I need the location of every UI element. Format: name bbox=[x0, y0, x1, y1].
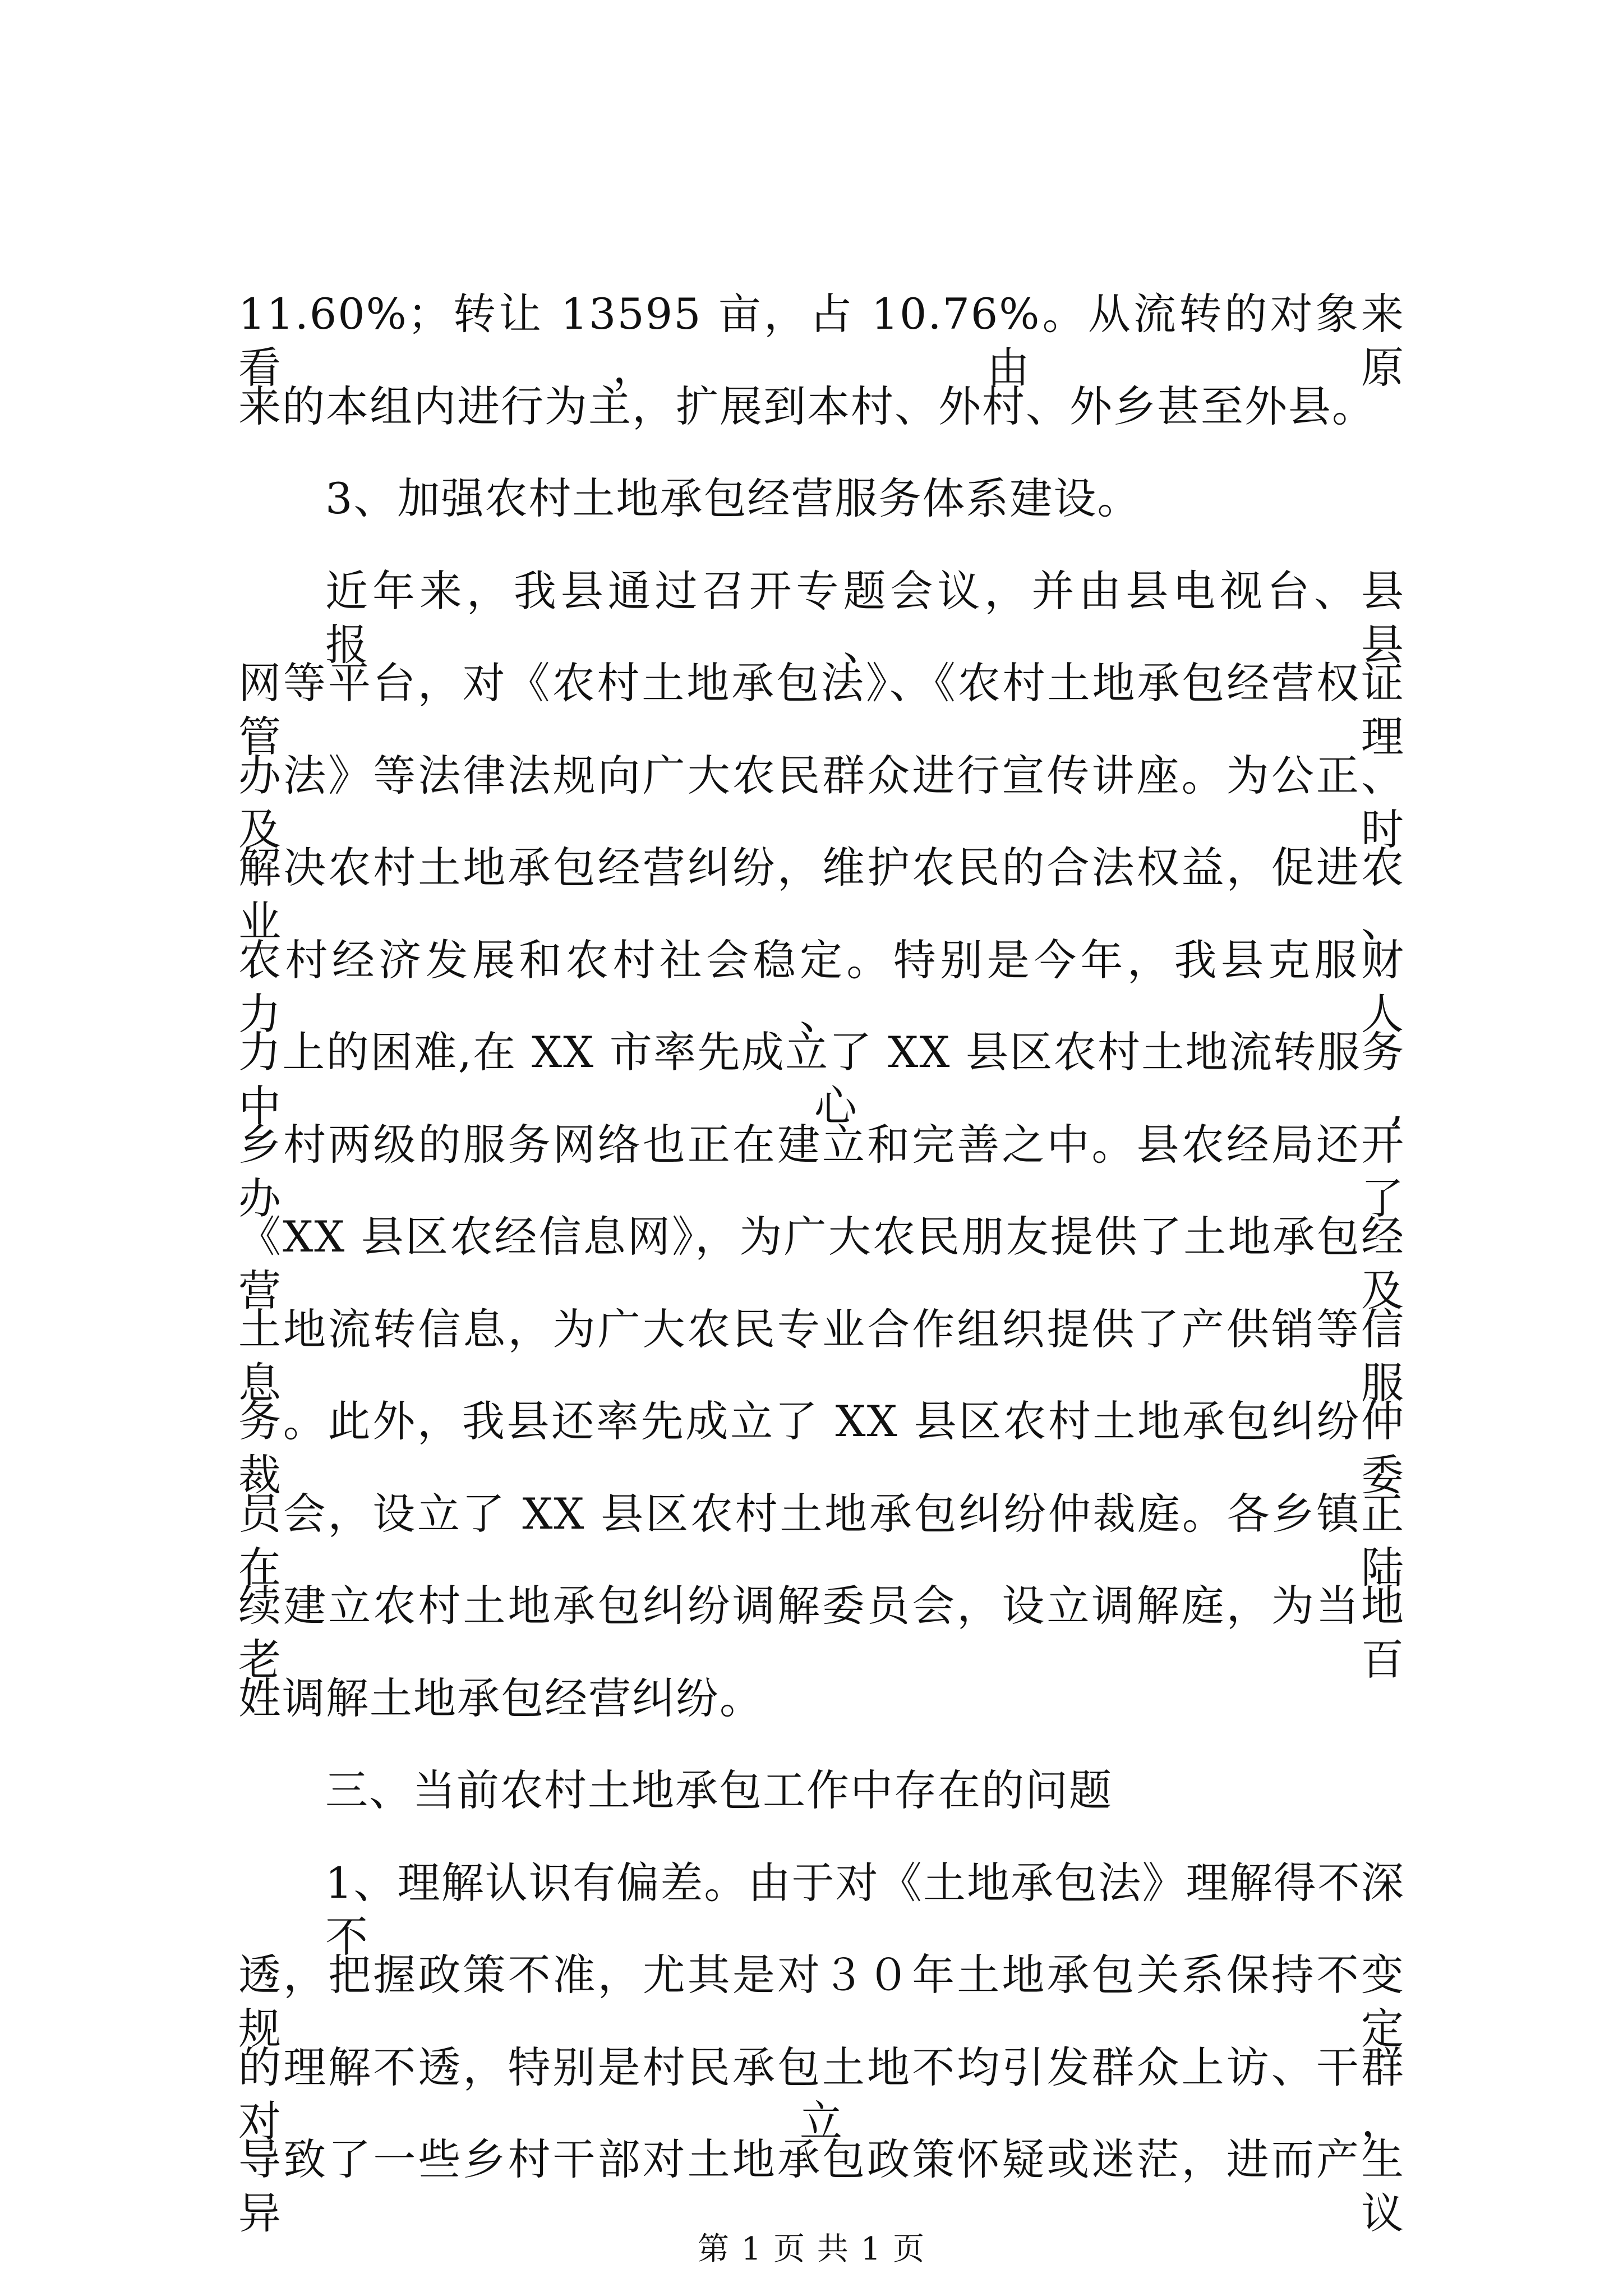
text-line-9: 力上的困难,在 XX 市率先成立了 XX 县区农村土地流转服务中心, bbox=[238, 1027, 1405, 1131]
text-line-7: 解决农村土地承包经营纠纷，维护农民的合法权益，促进农业、 bbox=[238, 843, 1405, 946]
text-line-2: 来的本组内进行为主，扩展到本村、外村、外乡甚至外县。 bbox=[238, 381, 1376, 431]
section-subheading: 3、加强农村土地承包经营服务体系建设。 bbox=[325, 473, 1141, 523]
text-line-10: 乡村两级的服务网络也正在建立和完善之中。县农经局还开办了 bbox=[238, 1120, 1405, 1223]
page-footer: 第 1 页 共 1 页 bbox=[697, 2231, 926, 2267]
text-line-16: 姓调解土地承包经营纠纷。 bbox=[238, 1673, 763, 1723]
text-line-13: 务。此外，我县还率先成立了 XX 县区农村土地承包纠纷仲裁委 bbox=[238, 1396, 1405, 1500]
text-line-4: 近年来，我县通过召开专题会议，并由县电视台、县报、县 bbox=[325, 566, 1405, 670]
text-line-21: 导致了一些乡村干部对土地承包政策怀疑或迷茫，进而产生异议 bbox=[238, 2134, 1405, 2238]
text-line-6: 办法》等法律法规向广大农民群众进行宣传讲座。为公正、及时 bbox=[238, 751, 1405, 854]
text-line-11: 《XX 县区农经信息网》，为广大农民朋友提供了土地承包经营及 bbox=[238, 1212, 1405, 1315]
text-line-19: 透，把握政策不准，尤其是对３０年土地承包关系保持不变规定 bbox=[238, 1950, 1405, 2054]
section-heading: 三、当前农村土地承包工作中存在的问题 bbox=[325, 1765, 1113, 1815]
text-line-15: 续建立农村土地承包纠纷调解委员会，设立调解庭，为当地老百 bbox=[238, 1581, 1405, 1685]
text-line-1: 11.60%；转让 13595 亩，占 10.76%。从流转的对象来看，由原 bbox=[238, 289, 1405, 393]
text-line-20: 的理解不透，特别是村民承包土地不均引发群众上访、干群对立， bbox=[238, 2042, 1405, 2146]
text-line-5: 网等平台，对《农村土地承包法》、《农村土地承包经营权证管理 bbox=[238, 658, 1405, 762]
text-line-12: 土地流转信息，为广大农民专业合作组织提供了产供销等信息服 bbox=[238, 1304, 1405, 1408]
text-line-18: 1、理解认识有偏差。由于对《土地承包法》理解得不深不 bbox=[325, 1858, 1405, 1962]
text-line-8: 农村经济发展和农村社会稳定。特别是今年，我县克服财力、人 bbox=[238, 935, 1405, 1039]
text-line-14: 员会，设立了 XX 县区农村土地承包纠纷仲裁庭。各乡镇正在陆 bbox=[238, 1489, 1405, 1593]
